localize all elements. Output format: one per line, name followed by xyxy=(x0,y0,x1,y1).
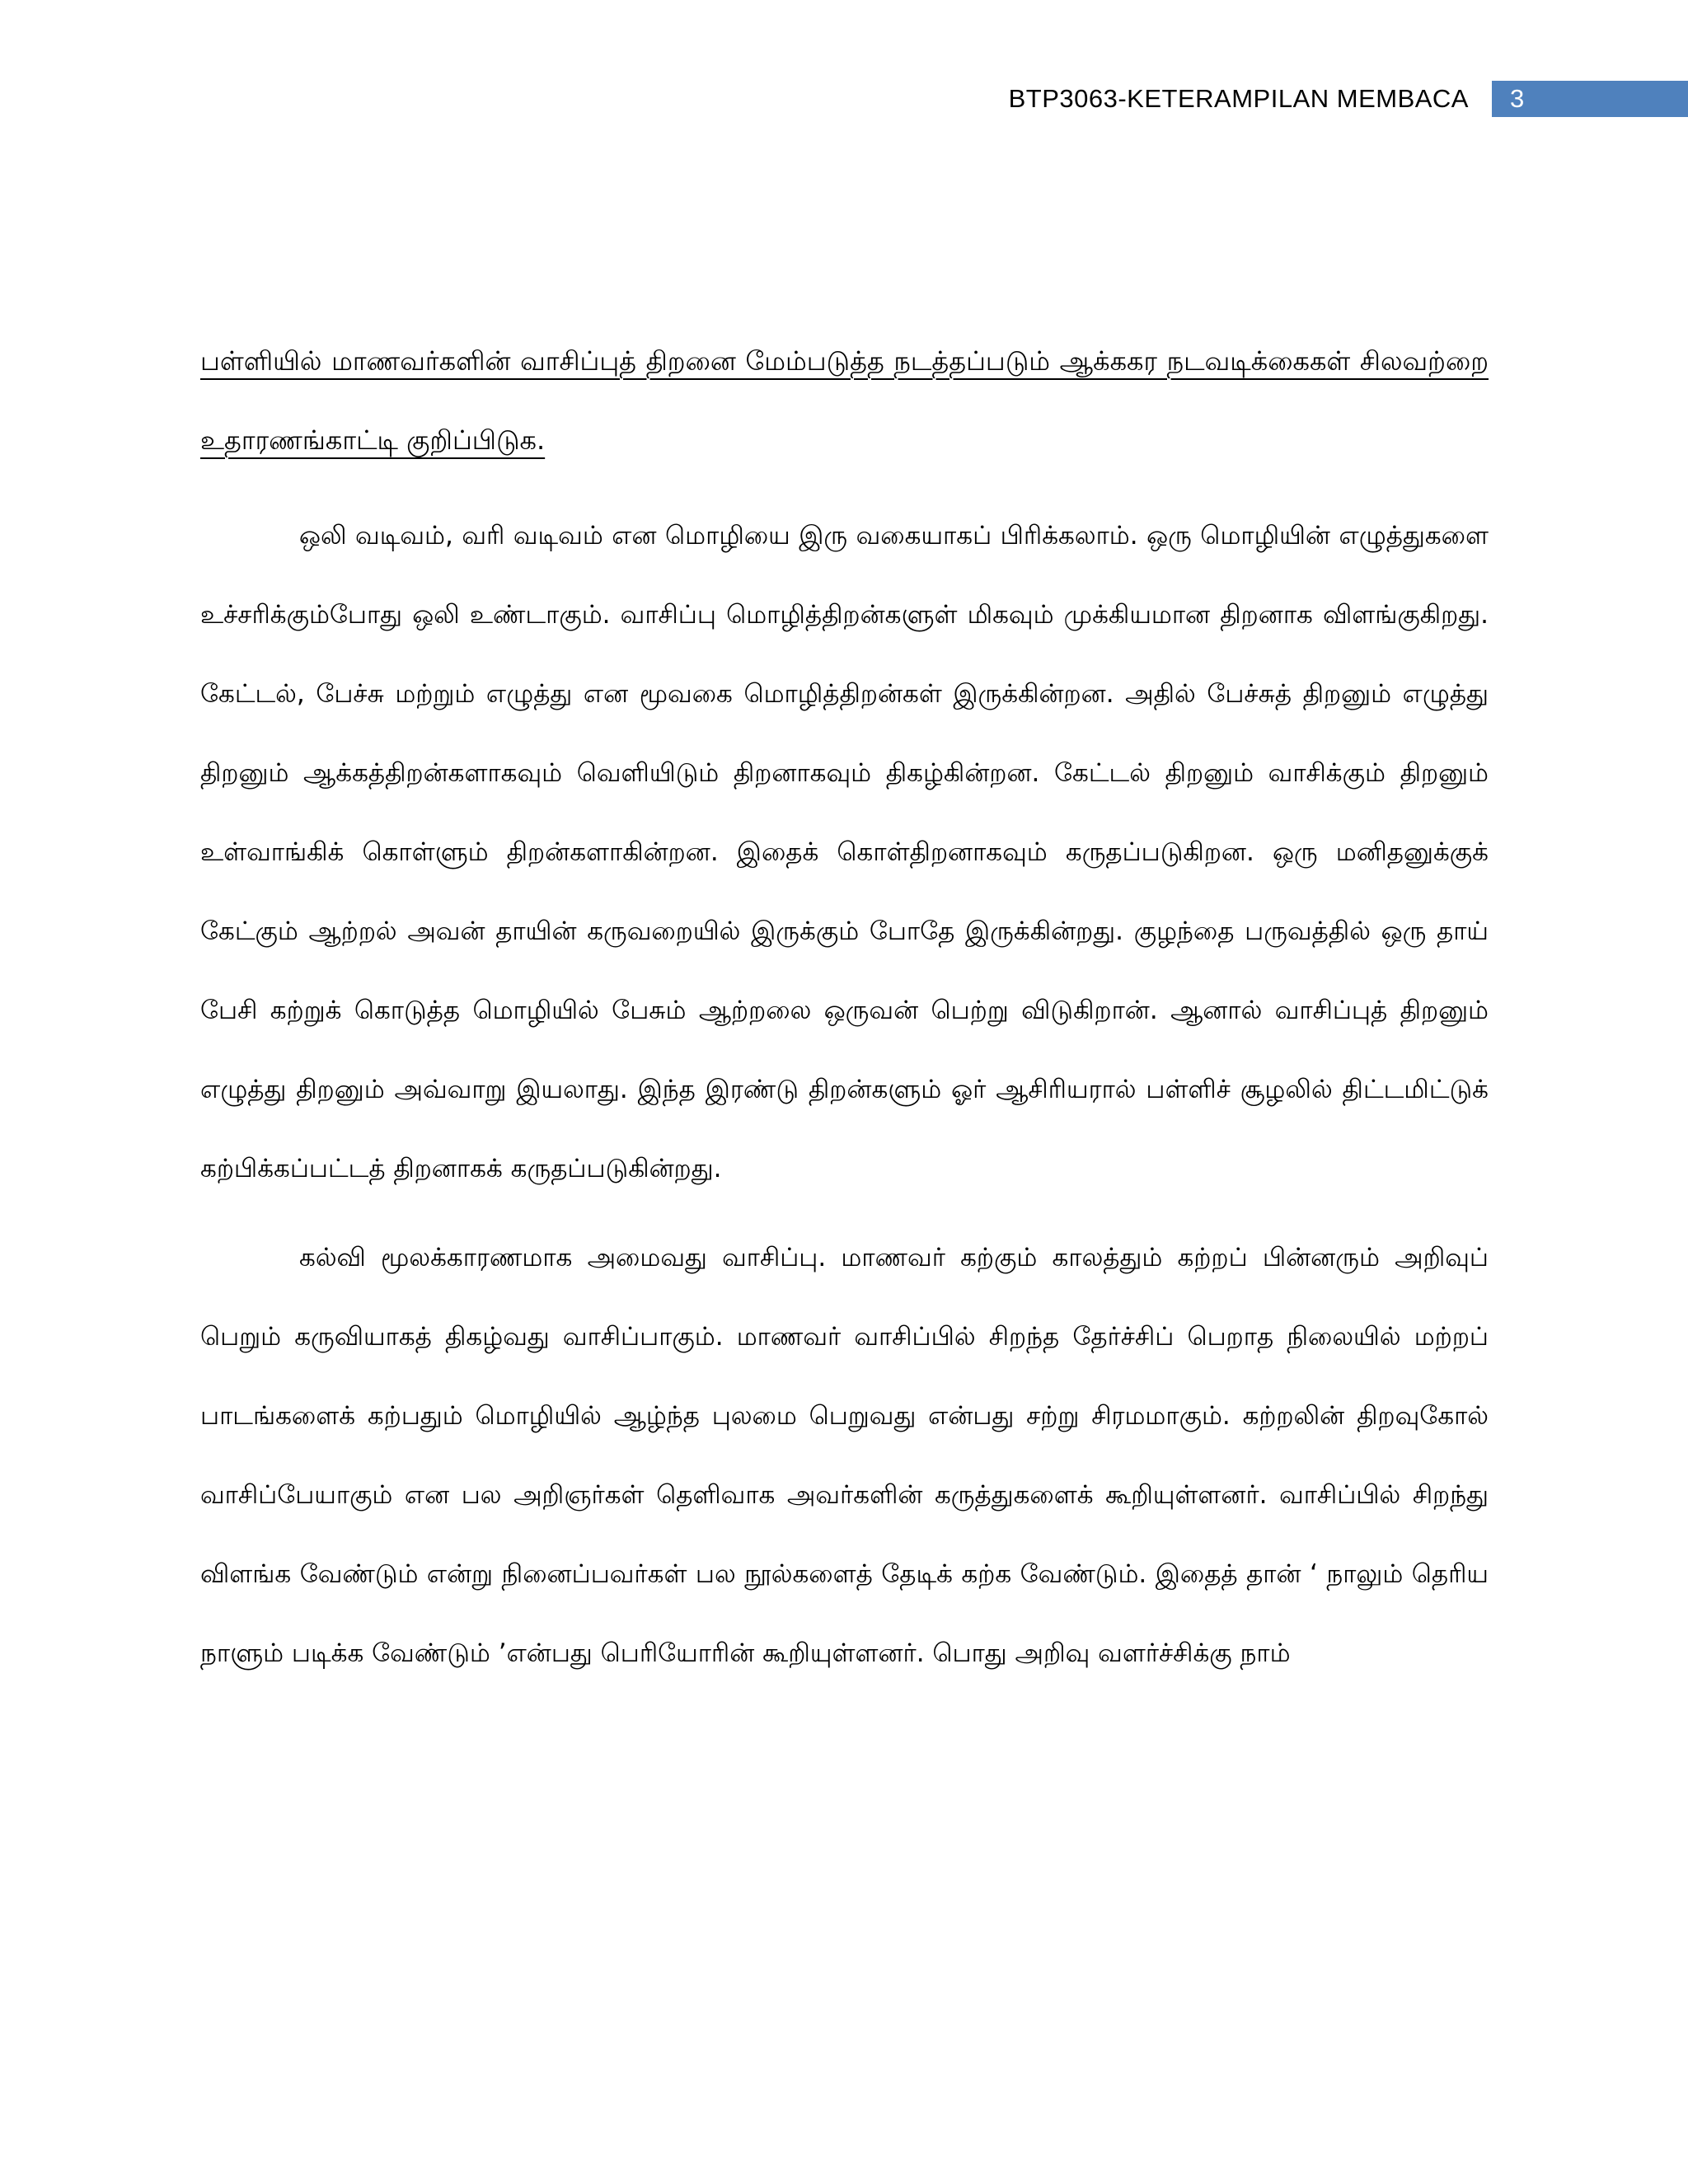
question-heading: பள்ளியில் மாணவர்களின் வாசிப்புத் திறனை மேம்படுத்த நடத்தப்படும் ஆக்ககர நடவடிக்கைகள் சிலவற்றை உதாரணங்காட்டி குறிப்பிடுக. xyxy=(200,345,1489,456)
paragraph: கல்வி மூலக்காரணமாக அமைவது வாசிப்பு. மாணவர் கற்கும் காலத்தும் கற்றப் பின்னரும் அறிவுப் பெறும் கருவியாகத் திகழ்வது வாசிப்பாகும். மாணவர் வாசிப்பில் சிறந்த தேர்ச்சிப் பெறாத நிலையில் மற்றப் பாடங்களைக் கற்பதும் மொழியில் ஆழ்ந்த புலமை பெறுவது என்பது சற்று சிரமமாகும். கற்றலின் திறவுகோல் வாசிப்பேயாகும் என பல அறிஞர்கள் தெளிவாக அவர்களின் கருத்துகளைக் கூறியுள்ளனர். வாசிப்பில் சிறந்து விளங்க வேண்டும் என்று நினைப்பவர்கள் பல நூல்களைத் தேடிக் கற்க வேண்டும். இதைத் தான் ‘ நாலும் தெரிய நாளும் படிக்க வேண்டும் ’என்பது பெரியோரின் கூறியுள்ளனர். பொது அறிவு வளர்ச்சிக்கு நாம் xyxy=(200,1243,1489,1668)
paragraph: ஒலி வடிவம், வரி வடிவம் என மொழியை இரு வகையாகப் பிரிக்கலாம். ஒரு மொழியின் எழுத்துகளை உச்சரிக்கும்போது ஒலி உண்டாகும். வாசிப்பு மொழித்திறன்களுள் மிகவும் முக்கியமான திறனாக விளங்குகிறது. கேட்டல், பேச்சு மற்றும் எழுத்து என மூவகை மொழித்திறன்கள் இருக்கின்றன. அதில் பேச்சுத் திறனும் எழுத்து திறனும் ஆக்கத்திறன்களாகவும் வெளியிடும் திறனாகவும் திகழ்கின்றன. கேட்டல் திறனும் வாசிக்கும் திறனும் உள்வாங்கிக் கொள்ளும் திறன்களாகின்றன. இதைக் கொள்திறனாகவும் கருதப்படுகிறன. ஒரு மனிதனுக்குக் கேட்கும் ஆற்றல் அவன் தாயின் கருவறையில் இருக்கும் போதே இருக்கின்றது. குழந்தை பருவத்தில் ஒரு தாய் பேசி கற்றுக் கொடுத்த மொழியில் பேசும் ஆற்றலை ஒருவன் பெற்று விடுகிறான். ஆனால் வாசிப்புத் திறனும் எழுத்து திறனும் அவ்வாறு இயலாது. இந்த இரண்டு திறன்களும் ஓர் ஆசிரியரால் பள்ளிச் சூழலில் திட்டமிட்டுக் கற்பிக்கப்பட்டத் திறனாகக் கருதப்படுகின்றது. xyxy=(200,521,1489,1183)
document-body xyxy=(200,321,1489,1703)
header-title: BTP3063-KETERAMPILAN MEMBACA xyxy=(1008,84,1469,113)
page-number-badge: 3 xyxy=(1492,81,1688,117)
page-header xyxy=(1009,81,1688,117)
